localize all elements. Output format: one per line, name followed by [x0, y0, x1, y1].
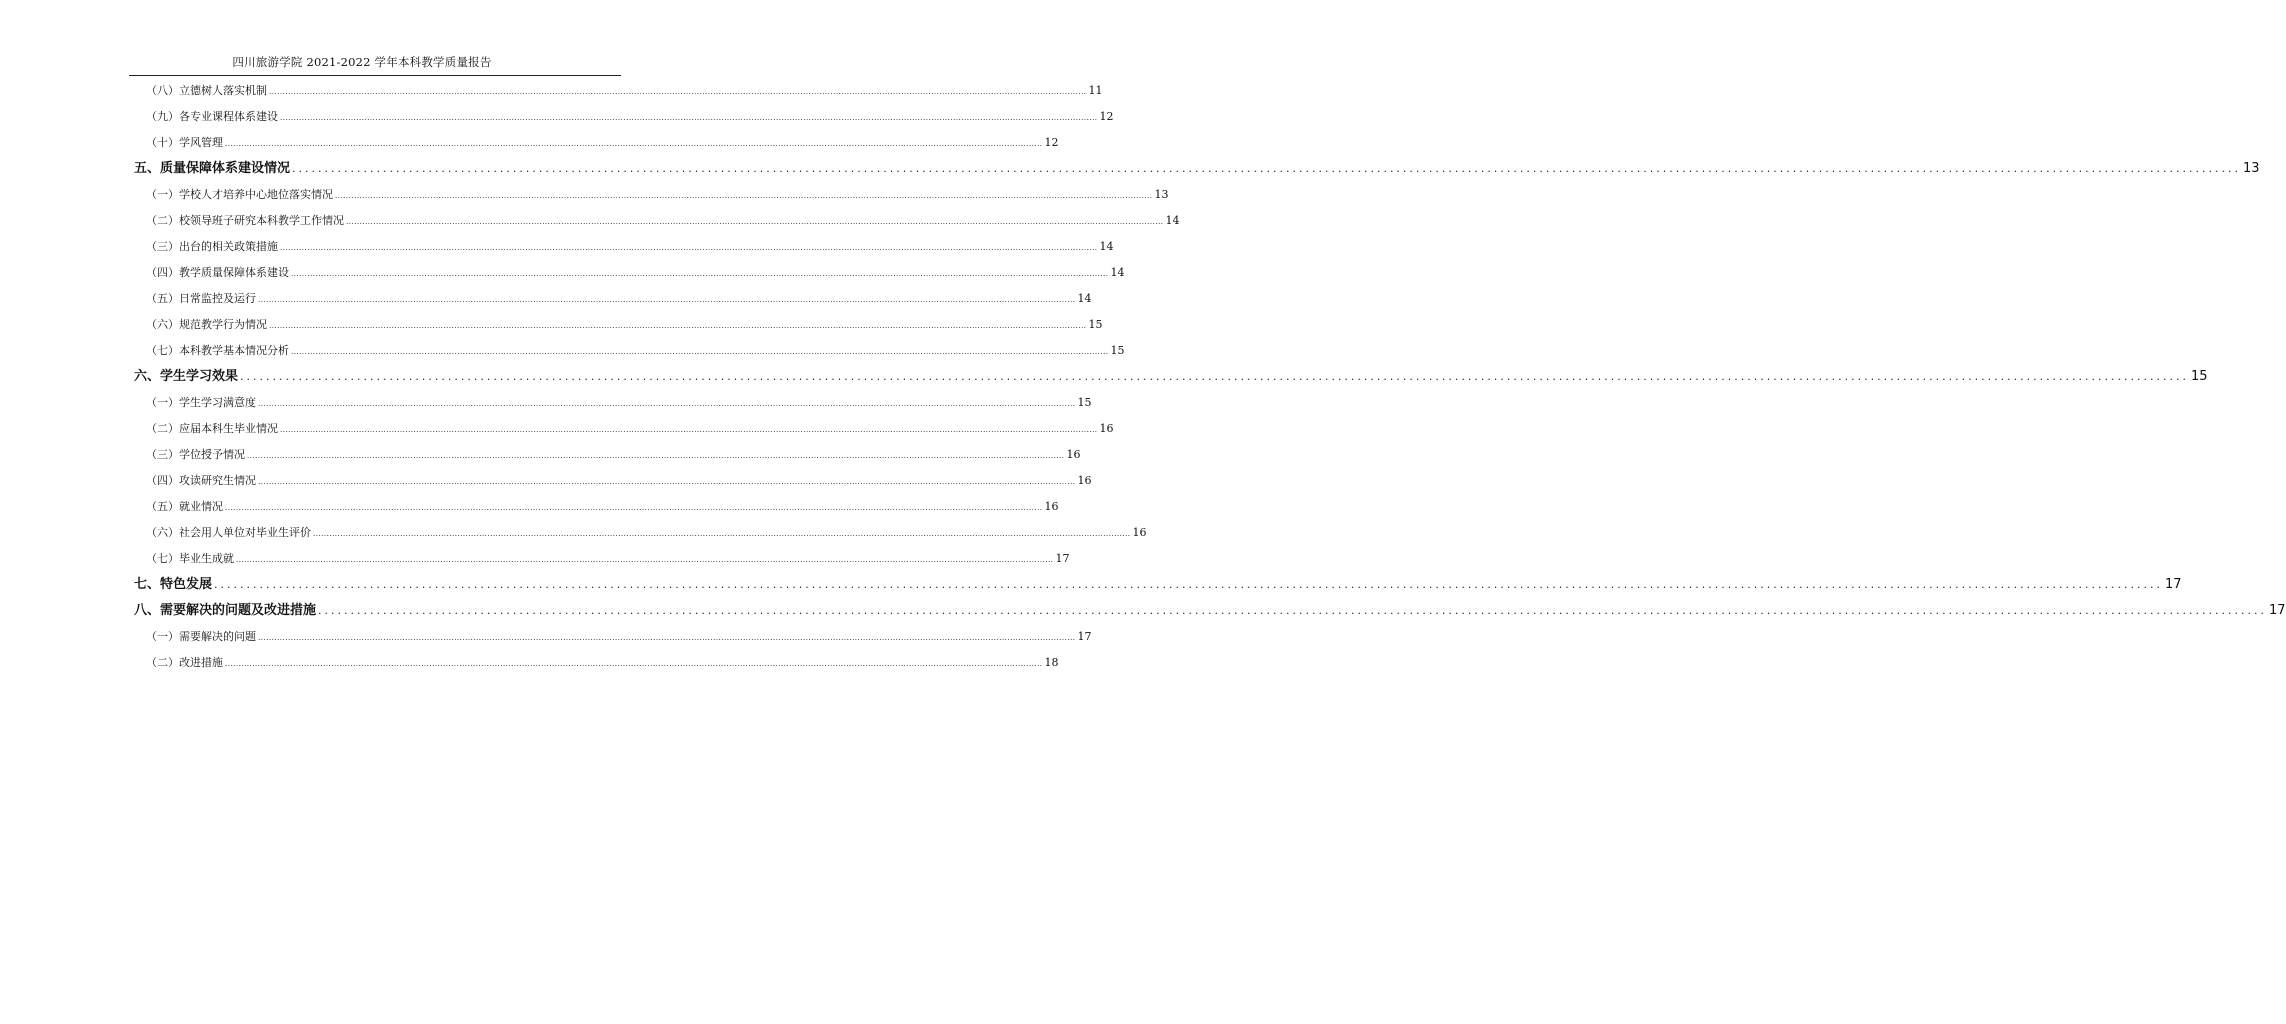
toc-subsection-entry[interactable] [134, 442, 1081, 468]
toc-entry-label: （七）本科教学基本情况分析 [146, 344, 289, 357]
running-header: 四川旅游学院 2021-2022 学年本科教学质量报告 [232, 55, 492, 69]
toc-entry-label: （二）应届本科生毕业情况 [146, 422, 278, 435]
toc-entry-label: （十）学风管理 [146, 136, 223, 149]
toc-page-number: 14 [1099, 240, 1114, 253]
toc-leader-dots: ............................................................................................................................................................................................................................................................................................................ [280, 244, 1098, 252]
toc-page-number: 15 [1110, 344, 1125, 357]
toc-entry-label: 六、学生学习效果 [134, 369, 239, 384]
toc-leader-dots: ............................................................................................................................................................................................................................................................................................................ [269, 88, 1087, 96]
toc-page-number: 17 [2165, 577, 2182, 592]
toc-entry-label: （六）规范教学行为情况 [146, 318, 267, 331]
header-rule [129, 75, 621, 76]
toc-entry-label: （二）改进措施 [146, 656, 223, 669]
toc-page-number: 16 [1099, 422, 1114, 435]
toc-entry-label: 八、需要解决的问题及改进措施 [134, 603, 317, 618]
toc-subsection-entry[interactable] [134, 208, 1180, 234]
toc-leader-dots: ............................................................................................................................................................................................................................................................................................................ [258, 478, 1076, 486]
toc-leader-dots: ............................................................................................................................................................................................................................................................................................................ [318, 604, 2267, 617]
toc-subsection-entry[interactable] [134, 520, 1147, 546]
toc-section-entry[interactable] [134, 598, 2286, 624]
toc-subsection-entry[interactable] [134, 468, 1092, 494]
toc-entry-label: （一）学生学习满意度 [146, 396, 256, 409]
toc-entry-label: （三）学位授予情况 [146, 448, 245, 461]
toc-entry-label: 七、特色发展 [134, 577, 213, 592]
toc-page-number: 14 [1077, 292, 1092, 305]
toc-page-number: 16 [1066, 448, 1081, 461]
toc-section-entry[interactable] [134, 156, 2260, 182]
toc-page-number: 13 [1154, 188, 1169, 201]
toc-subsection-entry[interactable] [134, 78, 1103, 104]
toc-page-number: 14 [1110, 266, 1125, 279]
toc-subsection-entry[interactable] [134, 390, 1092, 416]
toc-page-number: 17 [1055, 552, 1070, 565]
toc-leader-dots: ............................................................................................................................................................................................................................................................................................................ [269, 322, 1087, 330]
toc-subsection-entry[interactable] [134, 286, 1092, 312]
toc-page-number: 16 [1077, 474, 1092, 487]
toc-page-number: 14 [1165, 214, 1180, 227]
toc-entry-label: （五）就业情况 [146, 500, 223, 513]
toc-entry-label: （七）毕业生成就 [146, 552, 234, 565]
toc-page-number: 15 [2191, 369, 2208, 384]
toc-leader-dots: ............................................................................................................................................................................................................................................................................................................ [280, 426, 1098, 434]
toc-leader-dots: ............................................................................................................................................................................................................................................................................................................ [258, 400, 1076, 408]
toc-page-number: 15 [1088, 318, 1103, 331]
toc-entry-label: （四）攻读研究生情况 [146, 474, 256, 487]
toc-entry-label: （六）社会用人单位对毕业生评价 [146, 526, 311, 539]
toc-entry-label: （九）各专业课程体系建设 [146, 110, 278, 123]
toc-leader-dots: ............................................................................................................................................................................................................................................................................................................ [346, 218, 1164, 226]
toc-leader-dots: ............................................................................................................................................................................................................................................................................................................ [225, 140, 1043, 148]
toc-entry-label: （二）校领导班子研究本科教学工作情况 [146, 214, 344, 227]
toc-leader-dots: ............................................................................................................................................................................................................................................................................................................ [258, 634, 1076, 642]
toc-subsection-entry[interactable] [134, 416, 1114, 442]
toc-page-number: 11 [1088, 84, 1103, 97]
table-of-contents [134, 78, 2286, 676]
toc-leader-dots: ............................................................................................................................................................................................................................................................................................................ [236, 556, 1054, 564]
toc-section-entry[interactable] [134, 572, 2182, 598]
toc-subsection-entry[interactable] [134, 182, 1169, 208]
toc-section-entry[interactable] [134, 364, 2208, 390]
toc-entry-label: （一）学校人才培养中心地位落实情况 [146, 188, 333, 201]
toc-entry-label: （三）出台的相关政策措施 [146, 240, 278, 253]
toc-subsection-entry[interactable] [134, 312, 1103, 338]
toc-entry-label: （五）日常监控及运行 [146, 292, 256, 305]
toc-subsection-entry[interactable] [134, 234, 1114, 260]
toc-page-number: 18 [1044, 656, 1059, 669]
toc-leader-dots: ............................................................................................................................................................................................................................................................................................................ [291, 348, 1109, 356]
toc-leader-dots: ............................................................................................................................................................................................................................................................................................................ [280, 114, 1098, 122]
toc-entry-label: （四）教学质量保障体系建设 [146, 266, 289, 279]
toc-entry-label: （一）需要解决的问题 [146, 630, 256, 643]
toc-page-number: 12 [1099, 110, 1114, 123]
toc-leader-dots: ............................................................................................................................................................................................................................................................................................................ [214, 578, 2163, 591]
toc-leader-dots: ............................................................................................................................................................................................................................................................................................................ [225, 660, 1043, 668]
toc-subsection-entry[interactable] [134, 338, 1125, 364]
toc-subsection-entry[interactable] [134, 260, 1125, 286]
toc-page-number: 17 [2269, 603, 2286, 618]
toc-leader-dots: ............................................................................................................................................................................................................................................................................................................ [225, 504, 1043, 512]
toc-page-number: 16 [1132, 526, 1147, 539]
toc-subsection-entry[interactable] [134, 650, 1059, 676]
toc-subsection-entry[interactable] [134, 624, 1092, 650]
toc-subsection-entry[interactable] [134, 104, 1114, 130]
toc-page-number: 15 [1077, 396, 1092, 409]
toc-leader-dots: ............................................................................................................................................................................................................................................................................................................ [291, 270, 1109, 278]
toc-page-number: 17 [1077, 630, 1092, 643]
toc-entry-label: （八）立德树人落实机制 [146, 84, 267, 97]
toc-leader-dots: ............................................................................................................................................................................................................................................................................................................ [247, 452, 1065, 460]
toc-page-number: 16 [1044, 500, 1059, 513]
toc-page-number: 12 [1044, 136, 1059, 149]
toc-subsection-entry[interactable] [134, 494, 1059, 520]
toc-leader-dots: ............................................................................................................................................................................................................................................................................................................ [292, 162, 2241, 175]
toc-leader-dots: ............................................................................................................................................................................................................................................................................................................ [335, 192, 1153, 200]
toc-entry-label: 五、质量保障体系建设情况 [134, 161, 291, 176]
toc-subsection-entry[interactable] [134, 546, 1070, 572]
toc-page-number: 13 [2243, 161, 2260, 176]
toc-leader-dots: ............................................................................................................................................................................................................................................................................................................ [240, 370, 2189, 383]
toc-leader-dots: ............................................................................................................................................................................................................................................................................................................ [313, 530, 1131, 538]
toc-subsection-entry[interactable] [134, 130, 1059, 156]
toc-leader-dots: ............................................................................................................................................................................................................................................................................................................ [258, 296, 1076, 304]
